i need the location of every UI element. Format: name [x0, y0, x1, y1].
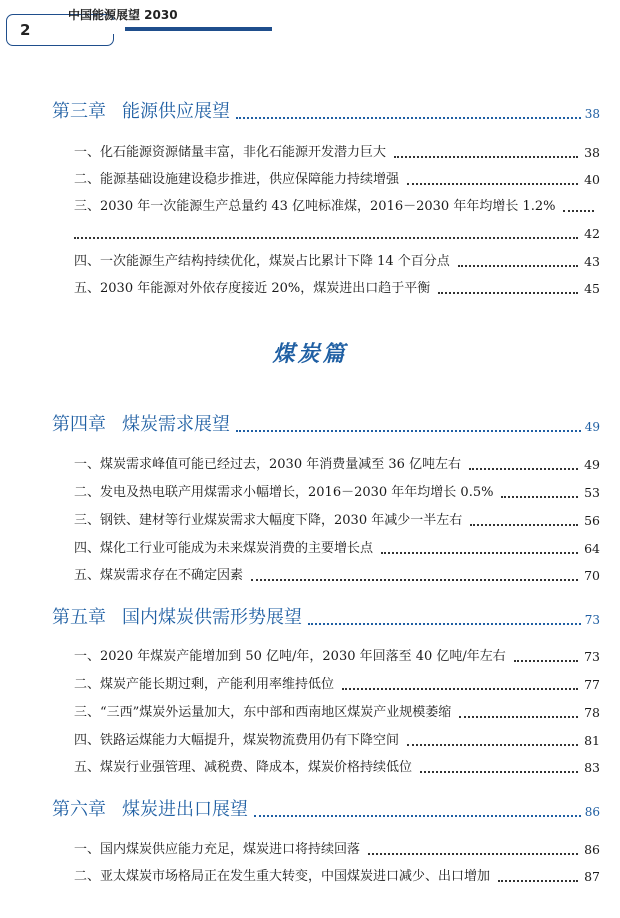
dot-leader: [407, 743, 578, 746]
entry-page: 42: [584, 226, 600, 241]
entry-text: 二、煤炭产能长期过剩，产能利用率维持低位: [74, 677, 335, 692]
dot-leader: [236, 429, 581, 432]
dot-leader: [381, 551, 578, 554]
chapter-number: 第六章: [52, 799, 106, 820]
toc-entry[interactable]: [74, 252, 600, 272]
dot-leader: [458, 264, 578, 267]
entry-text: 一、2020 年煤炭产能增加到 50 亿吨/年，2030 年回落至 40 亿吨/年左右: [74, 649, 506, 664]
dot-leader: [459, 715, 578, 718]
toc-entry[interactable]: [74, 170, 600, 190]
entry-page: 43: [584, 254, 600, 269]
toc-entry[interactable]: [74, 566, 600, 586]
entry-text: 一、煤炭需求峰值可能已经过去，2030 年消费量减至 36 亿吨左右: [74, 457, 462, 472]
entry-page: 83: [584, 760, 600, 775]
toc-entry[interactable]: [74, 511, 600, 531]
entry-text: 四、一次能源生产结构持续优化，煤炭占比累计下降 14 个百分点: [74, 254, 450, 269]
chapter-title: 能源供应展望: [122, 101, 230, 122]
dot-leader: [251, 578, 578, 581]
toc-entry[interactable]: [74, 867, 600, 887]
entry-text: 五、煤炭行业强管理、减税费、降成本，煤炭价格持续低位: [74, 760, 413, 775]
dot-leader: [254, 814, 581, 817]
dot-leader: [74, 236, 578, 239]
book-title: 中国能源展望 2030: [68, 8, 178, 22]
entry-page: 78: [584, 705, 600, 720]
toc-chapter-6[interactable]: [52, 798, 600, 822]
chapter-title: 煤炭进出口展望: [122, 799, 248, 820]
entry-text: 二、亚太煤炭市场格局正在发生重大转变，中国煤炭进口减少、出口增加: [74, 869, 491, 884]
dot-leader: [368, 852, 578, 855]
entry-text: 五、煤炭需求存在不确定因素: [74, 568, 244, 583]
entry-page: 49: [584, 457, 600, 472]
dot-leader: [308, 622, 581, 625]
entry-page: 64: [584, 541, 600, 556]
toc-entry-continuation[interactable]: [74, 224, 600, 244]
entry-text: 五、2030 年能源对外依存度接近 20%，煤炭进出口趋于平衡: [74, 281, 431, 296]
toc-entry[interactable]: [74, 675, 600, 695]
dot-leader: [501, 495, 578, 498]
toc-entry[interactable]: [74, 455, 600, 475]
dot-leader: [470, 523, 578, 526]
toc-entry[interactable]: [74, 143, 600, 163]
toc-entry[interactable]: [74, 703, 600, 723]
toc-entry[interactable]: [74, 279, 600, 299]
entry-page: 70: [584, 568, 600, 583]
chapter-title: 国内煤炭供需形势展望: [122, 607, 302, 628]
chapter-number: 第四章: [52, 414, 106, 435]
chapter-page: 73: [584, 613, 600, 627]
entry-page: 81: [584, 733, 600, 748]
toc-chapter-3[interactable]: [52, 100, 600, 124]
toc-entry[interactable]: [74, 731, 600, 751]
entry-text: 一、国内煤炭供应能力充足，煤炭进口将持续回落: [74, 842, 361, 857]
chapter-number: 第三章: [52, 101, 106, 122]
entry-text: 一、化石能源资源储量丰富，非化石能源开发潜力巨大: [74, 145, 387, 160]
dot-leader: [514, 659, 578, 662]
dot-leader: [420, 770, 578, 773]
dot-leader: [498, 879, 578, 882]
entry-text: 三、钢铁、建材等行业煤炭需求大幅度下降，2030 年减少一半左右: [74, 513, 463, 528]
chapter-number: 第五章: [52, 607, 106, 628]
dot-leader: [394, 155, 578, 158]
chapter-page: 86: [584, 805, 600, 819]
dot-leader: [469, 467, 578, 470]
entry-page: 38: [584, 145, 600, 160]
toc-entry[interactable]: [74, 758, 600, 778]
entry-text: 四、煤化工行业可能成为未来煤炭消费的主要增长点: [74, 541, 374, 556]
entry-page: 86: [584, 842, 600, 857]
dot-leader: [407, 182, 578, 185]
entry-page: 56: [584, 513, 600, 528]
chapter-page: 49: [584, 420, 600, 434]
entry-page: 45: [584, 281, 600, 296]
entry-page: 73: [584, 649, 600, 664]
dot-leader: [438, 291, 578, 294]
toc-entry[interactable]: [74, 840, 600, 860]
entry-page: 87: [584, 869, 600, 884]
dot-leader: [342, 687, 578, 690]
toc-entry[interactable]: [74, 647, 600, 667]
page-number: 2: [20, 21, 31, 39]
entry-text: 二、能源基础设施建设稳步推进，供应保障能力持续增强: [74, 172, 400, 187]
toc-chapter-5[interactable]: [52, 606, 600, 630]
dot-leader: [236, 116, 581, 119]
entry-text: 四、铁路运煤能力大幅提升，煤炭物流费用仍有下降空间: [74, 733, 400, 748]
entry-page: 53: [584, 485, 600, 500]
toc-entry[interactable]: [74, 539, 600, 559]
entry-page: 77: [584, 677, 600, 692]
toc-chapter-4[interactable]: [52, 413, 600, 437]
entry-text: 二、发电及热电联产用煤需求小幅增长，2016－2030 年年均增长 0.5%: [74, 485, 494, 500]
toc-entry[interactable]: [74, 197, 600, 217]
section-title: 煤炭篇: [272, 342, 348, 367]
entry-page: 40: [584, 172, 600, 187]
chapter-title: 煤炭需求展望: [122, 414, 230, 435]
entry-text: 三、“三西”煤炭外运量加大，东中部和西南地区煤炭产业规模萎缩: [74, 705, 452, 720]
dot-leader: [563, 209, 594, 212]
toc-entry[interactable]: [74, 483, 600, 503]
chapter-page: 38: [584, 107, 600, 121]
entry-text: 三、2030 年一次能源生产总量约 43 亿吨标准煤，2016－2030 年年均增长 1.2%: [74, 199, 556, 214]
